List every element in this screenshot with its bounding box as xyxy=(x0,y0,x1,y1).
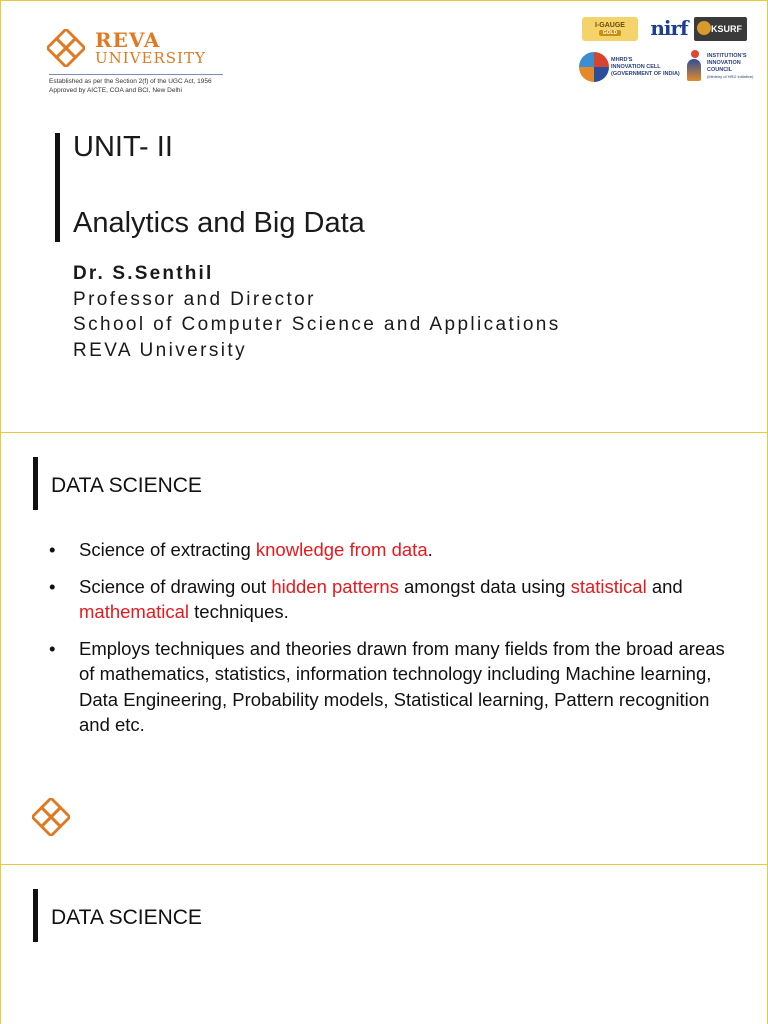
bullet-icon: • xyxy=(49,637,56,659)
bullet-text: Employs techniques and theories drawn from many fields from the broad areas of mathematics, statistics, information technology including Machine learning, Data Engineering, Probability models, Statistical learning, Pattern recognition and etc. xyxy=(79,637,725,735)
bullet-icon: • xyxy=(49,575,56,597)
bullet-icon: • xyxy=(49,539,56,560)
moe-line3: (GOVERNMENT OF INDIA) xyxy=(611,70,680,77)
highlight-text: knowledge from data xyxy=(255,539,428,560)
author-university: REVA University xyxy=(73,340,247,361)
brand-subname: UNIVERSITY xyxy=(95,49,206,67)
ksurf-label: KSURF xyxy=(711,24,742,34)
section-title: DATA SCIENCE xyxy=(51,906,202,929)
author-designation: Professor and Director xyxy=(73,289,316,310)
ksurf-badge xyxy=(694,17,747,41)
section-title: DATA SCIENCE xyxy=(51,474,202,497)
established-line: Established as per the Section 2(f) of the UGC Act, 1956 xyxy=(49,78,212,85)
author-school: School of Computer Science and Applications xyxy=(73,314,561,335)
bullet-text: . xyxy=(427,539,433,560)
iic-line1: INSTITUTION'S xyxy=(707,53,747,59)
innovation-cell-badge xyxy=(579,51,680,83)
brain-icon xyxy=(579,52,609,82)
title-slide xyxy=(0,0,768,433)
approved-line: Approved by AICTE, COA and BCI, New Delhi xyxy=(49,87,182,94)
unit-title: UNIT- II xyxy=(73,131,173,163)
bullet-list xyxy=(49,537,739,749)
list-item xyxy=(49,636,739,738)
igauge-label: I-GAUGE xyxy=(595,22,625,29)
reva-knot-logo-icon xyxy=(47,29,85,67)
list-item xyxy=(49,574,739,625)
ksurf-seal-icon xyxy=(697,21,711,35)
bullet-text: and xyxy=(646,575,683,597)
highlight-text: statistical xyxy=(570,575,647,597)
title-accent-bar xyxy=(55,133,60,242)
bullet-text: techniques. xyxy=(189,601,289,622)
highlight-text: hidden patterns xyxy=(271,575,399,597)
accreditation-text xyxy=(49,77,212,95)
section-accent-bar xyxy=(33,457,38,510)
brand-name: REVA xyxy=(95,28,161,52)
highlight-text: mathematical xyxy=(79,601,190,622)
data-science-slide-2 xyxy=(0,864,768,1024)
bullet-text: amongst data using xyxy=(398,575,571,597)
iic-line2: INNOVATION xyxy=(707,60,741,66)
iic-line3: COUNCIL xyxy=(707,67,733,73)
innovator-figure-icon xyxy=(685,50,705,82)
igauge-level: GOLD xyxy=(599,30,621,36)
data-science-slide xyxy=(0,432,768,865)
igauge-badge xyxy=(582,17,638,41)
nirf-badge xyxy=(651,15,687,41)
section-accent-bar xyxy=(33,889,38,942)
logo-divider xyxy=(49,74,223,75)
moe-line1: MHRD'S xyxy=(611,56,633,63)
nirf-label: nirf xyxy=(650,16,688,40)
bullet-text: Science of drawing out xyxy=(79,575,272,597)
bullet-text: Science of extracting xyxy=(79,539,256,560)
innovation-council-badge xyxy=(685,49,754,83)
iic-line4: (Ministry of HRD Initiative) xyxy=(707,74,754,79)
author-name: Dr. S.Senthil xyxy=(73,263,214,284)
course-title: Analytics and Big Data xyxy=(73,207,365,239)
list-item xyxy=(49,537,739,563)
moe-line2: INNOVATION CELL xyxy=(611,63,661,70)
reva-knot-footer-icon xyxy=(32,798,70,836)
